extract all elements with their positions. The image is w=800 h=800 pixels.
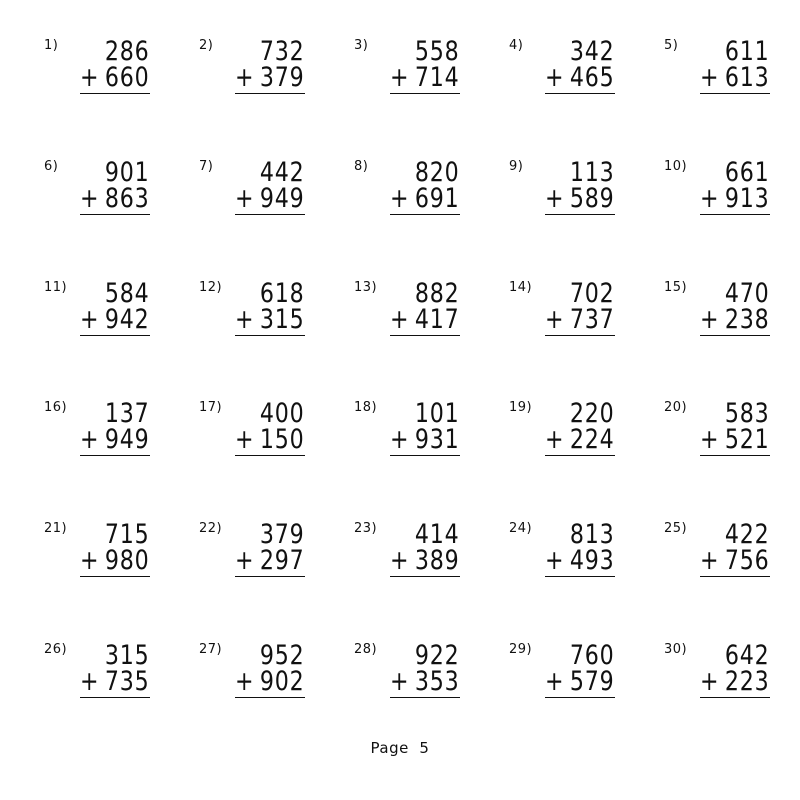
plus-sign: + [545, 424, 564, 455]
problem-9 [509, 159, 639, 229]
problem-number: 1) [44, 38, 59, 53]
problem-16 [44, 400, 174, 470]
problem-number: 15) [664, 280, 688, 295]
problem-5 [664, 38, 794, 108]
top-addend: 583 [725, 398, 770, 429]
bottom-addend-row [235, 62, 305, 94]
bottom-addend-row [700, 62, 770, 94]
problem-25 [664, 521, 794, 591]
problem-number: 14) [509, 280, 533, 295]
bottom-addend: 315 [260, 304, 305, 335]
problem-26 [44, 642, 174, 712]
top-addend: 113 [570, 157, 615, 188]
problem-number: 18) [354, 400, 378, 415]
problem-15 [664, 280, 794, 350]
bottom-addend-row [700, 304, 770, 336]
problem-number: 17) [199, 400, 223, 415]
problem-7 [199, 159, 329, 229]
problem-number: 5) [664, 38, 679, 53]
problem-number: 13) [354, 280, 378, 295]
plus-sign: + [545, 62, 564, 93]
problem-number: 19) [509, 400, 533, 415]
top-addend: 922 [415, 640, 460, 671]
bottom-addend: 589 [570, 183, 615, 214]
problem-number: 30) [664, 642, 688, 657]
top-addend: 702 [570, 278, 615, 309]
top-addend: 414 [415, 519, 460, 550]
bottom-addend: 980 [105, 545, 150, 576]
plus-sign: + [700, 545, 719, 576]
bottom-addend: 949 [260, 183, 305, 214]
problem-11 [44, 280, 174, 350]
problem-number: 8) [354, 159, 369, 174]
plus-sign: + [390, 545, 409, 576]
plus-sign: + [80, 62, 99, 93]
bottom-addend-row [390, 304, 460, 336]
top-addend: 813 [570, 519, 615, 550]
problem-14 [509, 280, 639, 350]
bottom-addend-row [390, 62, 460, 94]
top-addend: 611 [725, 36, 770, 67]
top-addend: 642 [725, 640, 770, 671]
bottom-addend: 949 [105, 424, 150, 455]
plus-sign: + [80, 183, 99, 214]
plus-sign: + [700, 304, 719, 335]
problem-8 [354, 159, 484, 229]
top-addend: 760 [570, 640, 615, 671]
problem-3 [354, 38, 484, 108]
plus-sign: + [700, 666, 719, 697]
problem-number: 3) [354, 38, 369, 53]
problem-20 [664, 400, 794, 470]
top-addend: 584 [105, 278, 150, 309]
bottom-addend-row [235, 545, 305, 577]
bottom-addend: 223 [725, 666, 770, 697]
bottom-addend: 942 [105, 304, 150, 335]
plus-sign: + [80, 304, 99, 335]
problem-number: 24) [509, 521, 533, 536]
bottom-addend: 714 [415, 62, 460, 93]
problem-17 [199, 400, 329, 470]
problem-23 [354, 521, 484, 591]
bottom-addend: 150 [260, 424, 305, 455]
bottom-addend: 493 [570, 545, 615, 576]
problem-19 [509, 400, 639, 470]
bottom-addend-row [545, 183, 615, 215]
plus-sign: + [545, 545, 564, 576]
bottom-addend: 737 [570, 304, 615, 335]
plus-sign: + [390, 183, 409, 214]
top-addend: 286 [105, 36, 150, 67]
bottom-addend: 297 [260, 545, 305, 576]
top-addend: 379 [260, 519, 305, 550]
problem-1 [44, 38, 174, 108]
bottom-addend: 913 [725, 183, 770, 214]
bottom-addend: 863 [105, 183, 150, 214]
problem-27 [199, 642, 329, 712]
plus-sign: + [235, 183, 254, 214]
problem-number: 4) [509, 38, 524, 53]
problem-number: 16) [44, 400, 68, 415]
bottom-addend-row [390, 666, 460, 698]
problem-number: 27) [199, 642, 223, 657]
plus-sign: + [545, 183, 564, 214]
problem-number: 12) [199, 280, 223, 295]
plus-sign: + [390, 666, 409, 697]
bottom-addend-row [545, 666, 615, 698]
top-addend: 715 [105, 519, 150, 550]
bottom-addend-row [545, 62, 615, 94]
bottom-addend-row [700, 545, 770, 577]
plus-sign: + [545, 304, 564, 335]
bottom-addend-row [235, 183, 305, 215]
bottom-addend-row [700, 183, 770, 215]
bottom-addend-row [390, 183, 460, 215]
top-addend: 315 [105, 640, 150, 671]
bottom-addend-row [235, 304, 305, 336]
plus-sign: + [390, 62, 409, 93]
problem-number: 2) [199, 38, 214, 53]
top-addend: 952 [260, 640, 305, 671]
top-addend: 558 [415, 36, 460, 67]
bottom-addend-row [80, 424, 150, 456]
plus-sign: + [700, 183, 719, 214]
problem-12 [199, 280, 329, 350]
bottom-addend-row [545, 304, 615, 336]
bottom-addend: 579 [570, 666, 615, 697]
plus-sign: + [700, 424, 719, 455]
bottom-addend: 756 [725, 545, 770, 576]
top-addend: 400 [260, 398, 305, 429]
bottom-addend: 660 [105, 62, 150, 93]
top-addend: 137 [105, 398, 150, 429]
problem-number: 29) [509, 642, 533, 657]
plus-sign: + [700, 62, 719, 93]
problem-18 [354, 400, 484, 470]
top-addend: 422 [725, 519, 770, 550]
plus-sign: + [235, 545, 254, 576]
problem-30 [664, 642, 794, 712]
problem-number: 21) [44, 521, 68, 536]
problem-number: 6) [44, 159, 59, 174]
problem-21 [44, 521, 174, 591]
bottom-addend-row [390, 545, 460, 577]
bottom-addend: 691 [415, 183, 460, 214]
bottom-addend-row [80, 183, 150, 215]
problem-24 [509, 521, 639, 591]
page-number: Page 5 [370, 739, 430, 757]
problem-number: 22) [199, 521, 223, 536]
plus-sign: + [80, 666, 99, 697]
problem-28 [354, 642, 484, 712]
bottom-addend-row [545, 545, 615, 577]
problem-10 [664, 159, 794, 229]
bottom-addend: 417 [415, 304, 460, 335]
bottom-addend-row [80, 62, 150, 94]
bottom-addend-row [235, 666, 305, 698]
bottom-addend: 735 [105, 666, 150, 697]
problem-number: 11) [44, 280, 68, 295]
bottom-addend: 238 [725, 304, 770, 335]
bottom-addend: 379 [260, 62, 305, 93]
plus-sign: + [390, 424, 409, 455]
bottom-addend: 521 [725, 424, 770, 455]
bottom-addend-row [390, 424, 460, 456]
bottom-addend-row [700, 424, 770, 456]
top-addend: 442 [260, 157, 305, 188]
bottom-addend: 613 [725, 62, 770, 93]
top-addend: 732 [260, 36, 305, 67]
bottom-addend: 902 [260, 666, 305, 697]
plus-sign: + [80, 545, 99, 576]
top-addend: 618 [260, 278, 305, 309]
plus-sign: + [235, 62, 254, 93]
top-addend: 220 [570, 398, 615, 429]
top-addend: 470 [725, 278, 770, 309]
problem-number: 7) [199, 159, 214, 174]
top-addend: 820 [415, 157, 460, 188]
problem-29 [509, 642, 639, 712]
top-addend: 882 [415, 278, 460, 309]
problem-2 [199, 38, 329, 108]
problem-number: 25) [664, 521, 688, 536]
problem-number: 23) [354, 521, 378, 536]
bottom-addend: 465 [570, 62, 615, 93]
plus-sign: + [390, 304, 409, 335]
bottom-addend-row [80, 304, 150, 336]
problem-22 [199, 521, 329, 591]
plus-sign: + [545, 666, 564, 697]
bottom-addend: 389 [415, 545, 460, 576]
plus-sign: + [235, 304, 254, 335]
top-addend: 342 [570, 36, 615, 67]
bottom-addend-row [545, 424, 615, 456]
plus-sign: + [80, 424, 99, 455]
top-addend: 101 [415, 398, 460, 429]
top-addend: 661 [725, 157, 770, 188]
problem-6 [44, 159, 174, 229]
problem-number: 9) [509, 159, 524, 174]
bottom-addend-row [80, 666, 150, 698]
top-addend: 901 [105, 157, 150, 188]
plus-sign: + [235, 666, 254, 697]
problem-number: 28) [354, 642, 378, 657]
bottom-addend-row [235, 424, 305, 456]
problem-number: 20) [664, 400, 688, 415]
bottom-addend: 224 [570, 424, 615, 455]
bottom-addend: 931 [415, 424, 460, 455]
plus-sign: + [235, 424, 254, 455]
bottom-addend-row [80, 545, 150, 577]
problem-number: 10) [664, 159, 688, 174]
bottom-addend-row [700, 666, 770, 698]
problem-number: 26) [44, 642, 68, 657]
bottom-addend: 353 [415, 666, 460, 697]
problem-4 [509, 38, 639, 108]
problem-13 [354, 280, 484, 350]
